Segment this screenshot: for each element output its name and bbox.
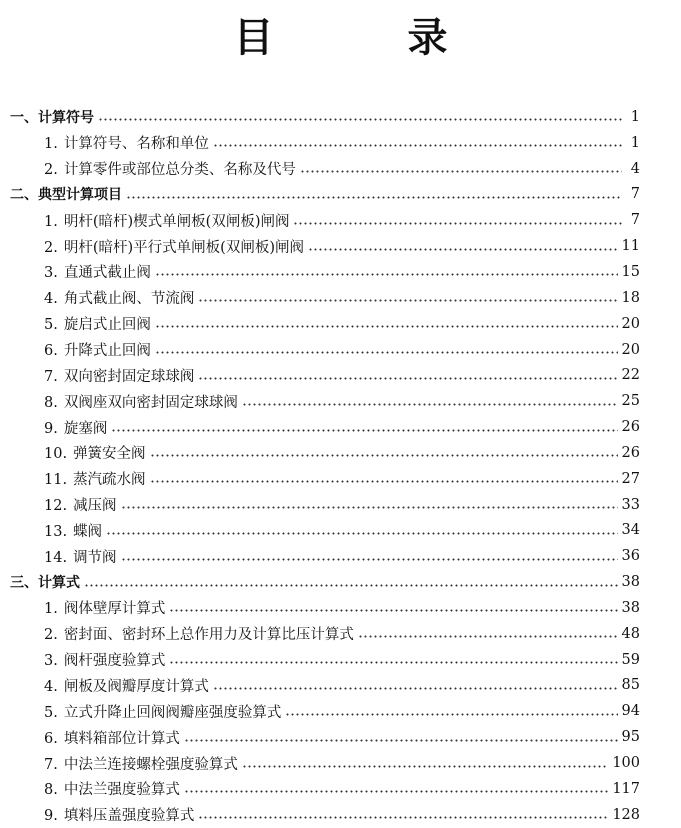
dot-leader (285, 713, 617, 716)
toc-entry-text: 蝶阀 (73, 523, 103, 540)
toc-entry-text: 密封面、密封环上总作用力及计算比压计算式 (63, 627, 354, 644)
dot-leader (150, 480, 618, 483)
toc-entry-label (44, 236, 304, 257)
toc-page-number: 26 (621, 419, 640, 436)
toc-item-entry[interactable] (0, 362, 681, 388)
toc-entry-label (44, 520, 102, 541)
toc-entry-number: 1. (44, 213, 58, 230)
toc-entry-text: 计算零件或部位总分类、名称及代号 (63, 162, 296, 179)
toc-entry-number: 3. (44, 653, 58, 670)
toc-page-number: 128 (612, 806, 640, 823)
dot-leader (155, 273, 618, 276)
dot-leader (155, 351, 618, 354)
toc-entry-number: 8. (44, 394, 58, 411)
toc-entry-text: 中法兰连接螺栓强度验算式 (63, 756, 238, 773)
toc-page-number: 27 (621, 470, 640, 487)
toc-entry-label (44, 649, 165, 670)
toc-item-entry[interactable] (0, 259, 681, 285)
toc-page-number: 38 (621, 599, 640, 616)
toc-item-entry[interactable] (0, 388, 681, 414)
dot-leader (98, 118, 622, 121)
toc-entry-text: 蒸汽疏水阀 (73, 472, 146, 489)
toc-page-number: 36 (621, 548, 640, 565)
toc-entry-number: 2. (44, 627, 58, 644)
toc-entry-text: 中法兰强度验算式 (63, 782, 180, 799)
dot-leader (198, 377, 617, 380)
dot-leader (184, 790, 608, 793)
toc-entry-number: 10. (44, 446, 68, 463)
toc-entry-label (44, 210, 289, 231)
toc-page-number: 15 (621, 263, 640, 280)
toc-entry-number: 7. (44, 756, 58, 773)
toc-entry-number: 11. (44, 472, 68, 489)
dot-leader (126, 196, 622, 199)
toc-entry-label (10, 572, 80, 592)
toc-item-entry[interactable] (0, 285, 681, 311)
dot-leader (242, 765, 608, 768)
toc-page-number: 22 (621, 367, 640, 384)
toc-page-number: 85 (621, 677, 640, 694)
dot-leader (300, 170, 622, 173)
toc-entry-number: 1. (44, 601, 58, 618)
toc-entry-number: 3. (44, 265, 58, 282)
toc-entry-label (44, 701, 281, 722)
toc-entry-label (44, 365, 194, 386)
toc-entry-label (44, 339, 151, 360)
dot-leader (121, 506, 618, 509)
toc-item-entry[interactable] (0, 492, 681, 518)
toc-page-number: 48 (621, 625, 640, 642)
toc-entry-label (44, 287, 194, 308)
toc-item-entry[interactable] (0, 311, 681, 337)
toc-entry-text: 阀体壁厚计算式 (63, 601, 166, 618)
toc-item-entry[interactable] (0, 673, 681, 699)
toc-page-number: 95 (621, 729, 640, 746)
toc-item-entry[interactable] (0, 647, 681, 673)
toc-item-entry[interactable] (0, 621, 681, 647)
toc-entry-number: 5. (44, 704, 58, 721)
toc-item-entry[interactable] (0, 724, 681, 750)
dot-leader (198, 816, 608, 819)
toc-entry-number: 12. (44, 498, 68, 515)
toc-entry-text: 调节阀 (73, 549, 117, 566)
toc-entry-text: 明杆(暗杆)楔式单闸板(双闸板)闸阀 (63, 213, 290, 230)
table-of-contents (0, 104, 681, 828)
dot-leader (198, 299, 617, 302)
dot-leader (155, 325, 618, 328)
toc-item-entry[interactable] (0, 776, 681, 802)
toc-entry-label (10, 107, 94, 127)
toc-entry-text: 旋塞阀 (63, 420, 108, 437)
toc-page-number: 11 (621, 238, 640, 255)
toc-page-number: 117 (612, 780, 640, 797)
toc-page-number: 33 (621, 496, 640, 513)
toc-entry-text: 减压阀 (73, 498, 117, 515)
dot-leader (213, 144, 622, 147)
toc-entry-label (44, 468, 146, 489)
toc-item-entry[interactable] (0, 130, 681, 156)
toc-item-entry[interactable] (0, 233, 681, 259)
toc-page-number: 20 (621, 341, 640, 358)
toc-entry-text: 填料压盖强度验算式 (63, 808, 195, 825)
toc-entry-text: 计算符号、名称和单位 (63, 136, 209, 153)
toc-item-entry[interactable] (0, 543, 681, 569)
dot-leader (184, 739, 618, 742)
toc-entry-number: 9. (44, 420, 58, 437)
toc-entry-number: 4. (44, 291, 58, 308)
toc-entry-text: 旋启式止回阀 (63, 317, 151, 334)
toc-entry-number: 6. (44, 343, 58, 360)
toc-entry-number: 1. (44, 136, 58, 153)
toc-page-number: 25 (621, 393, 640, 410)
toc-entry-label (44, 778, 180, 799)
toc-entry-number: 14. (44, 549, 68, 566)
toc-page-number: 100 (612, 755, 640, 772)
toc-entry-number: 13. (44, 523, 68, 540)
dot-leader (169, 661, 617, 664)
dot-leader (293, 222, 622, 225)
toc-entry-text: 双向密封固定球球阀 (63, 368, 195, 385)
dot-leader (106, 532, 617, 535)
toc-entry-text: 升降式止回阀 (63, 343, 151, 360)
dot-leader (121, 558, 618, 561)
dot-leader (242, 403, 618, 406)
toc-page-number: 59 (621, 651, 640, 668)
dot-leader (308, 248, 618, 251)
toc-entry-number: 7. (44, 368, 58, 385)
toc-item-entry[interactable] (0, 207, 681, 233)
toc-item-entry[interactable] (0, 414, 681, 440)
toc-entry-number: 6. (44, 730, 58, 747)
toc-entry-label (44, 546, 117, 567)
dot-leader (358, 635, 618, 638)
toc-entry-label (44, 804, 194, 825)
toc-item-entry[interactable] (0, 440, 681, 466)
toc-entry-label (44, 442, 146, 463)
page-title: 目 录 (233, 15, 508, 61)
toc-page-number: 18 (621, 289, 640, 306)
toc-page-number: 7 (630, 186, 640, 203)
toc-page-number: 1 (630, 108, 640, 125)
toc-entry-label (44, 727, 180, 748)
toc-section-entry[interactable] (0, 182, 681, 208)
toc-entry-number: 2. (44, 162, 58, 179)
dot-leader (213, 687, 618, 690)
toc-entry-text: 弹簧安全阀 (73, 446, 146, 463)
toc-entry-label (44, 132, 209, 153)
toc-entry-label (44, 158, 296, 179)
toc-entry-number: 2. (44, 239, 58, 256)
toc-item-entry[interactable] (0, 750, 681, 776)
toc-page-number: 20 (621, 315, 640, 332)
toc-entry-text: 填料箱部位计算式 (63, 730, 180, 747)
toc-entry-label (44, 261, 151, 282)
dot-leader (84, 584, 618, 587)
dot-leader (111, 429, 617, 432)
dot-leader (150, 454, 618, 457)
toc-entry-label (44, 313, 151, 334)
toc-item-entry[interactable] (0, 156, 681, 182)
toc-item-entry[interactable] (0, 802, 681, 828)
toc-entry-label (44, 494, 117, 515)
toc-page-number: 94 (621, 703, 640, 720)
toc-entry-text: 一、计算符号 (10, 109, 94, 126)
toc-page-number: 7 (630, 212, 640, 229)
toc-entry-label (44, 753, 238, 774)
toc-item-entry[interactable] (0, 595, 681, 621)
toc-entry-text: 明杆(暗杆)平行式单闸板(双闸板)闸阀 (63, 239, 304, 256)
toc-page-number: 4 (630, 160, 640, 177)
toc-entry-text: 阀杆强度验算式 (63, 653, 166, 670)
toc-item-entry[interactable] (0, 698, 681, 724)
toc-page-number: 38 (621, 574, 640, 591)
toc-item-entry[interactable] (0, 518, 681, 544)
toc-item-entry[interactable] (0, 337, 681, 363)
toc-entry-number: 8. (44, 782, 58, 799)
toc-page-number: 34 (621, 522, 640, 539)
toc-section-entry[interactable] (0, 104, 681, 130)
toc-entry-text: 立式升降止回阀阀瓣座强度验算式 (63, 704, 282, 721)
toc-entry-label (44, 623, 354, 644)
toc-entry-number: 5. (44, 317, 58, 334)
toc-entry-number: 4. (44, 678, 58, 695)
toc-entry-text: 闸板及阀瓣厚度计算式 (63, 678, 209, 695)
toc-entry-text: 三、计算式 (10, 575, 80, 592)
dot-leader (169, 609, 617, 612)
toc-entry-label (44, 391, 238, 412)
toc-entry-text: 角式截止阀、节流阀 (63, 291, 195, 308)
toc-entry-text: 直通式截止阀 (63, 265, 151, 282)
toc-section-entry[interactable] (0, 569, 681, 595)
toc-item-entry[interactable] (0, 466, 681, 492)
toc-page-number: 1 (630, 134, 640, 151)
toc-page-number: 26 (621, 444, 640, 461)
toc-entry-text: 双阀座双向密封固定球球阀 (63, 394, 238, 411)
toc-entry-text: 二、典型计算项目 (10, 187, 122, 204)
toc-entry-label (44, 675, 209, 696)
toc-entry-number: 9. (44, 808, 58, 825)
toc-entry-label (44, 417, 107, 438)
toc-entry-label (44, 597, 165, 618)
toc-entry-label (10, 184, 122, 204)
